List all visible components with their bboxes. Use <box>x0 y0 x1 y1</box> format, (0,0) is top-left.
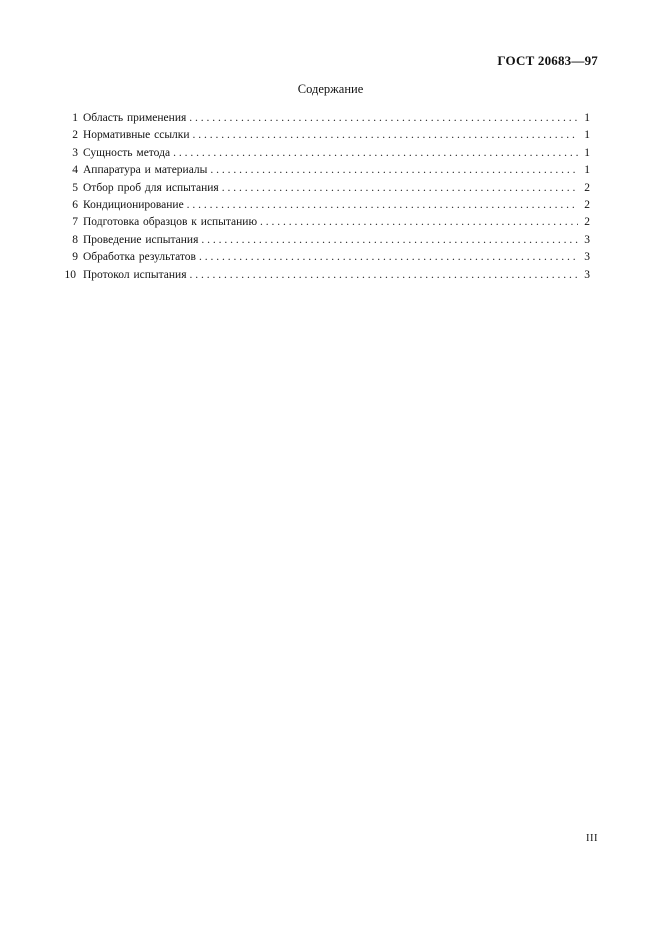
dot-leader <box>222 180 578 197</box>
dot-leader <box>199 249 578 266</box>
toc-entry <box>62 127 590 144</box>
toc-entry-page: 1 <box>584 146 590 159</box>
toc-entry-number: 1 <box>72 112 78 124</box>
toc-entry-number: 6 <box>72 198 78 211</box>
dot-leader <box>201 232 578 249</box>
toc-entry <box>62 214 590 231</box>
toc-entry-title: Кондиционирование <box>83 198 184 211</box>
toc-entry-title: Проведение испытания <box>83 233 199 246</box>
toc-entry-number: 7 <box>72 216 78 229</box>
toc-entry-title: Область применения <box>83 112 187 124</box>
toc-entry-page: 1 <box>584 164 590 177</box>
dot-leader <box>193 127 578 144</box>
dot-leader <box>187 197 578 214</box>
toc-entry-number: 10 <box>64 268 76 281</box>
dot-leader <box>210 162 578 179</box>
toc-entry-number: 2 <box>72 129 78 142</box>
toc-entry <box>62 249 590 266</box>
page-number: III <box>586 833 598 844</box>
toc-entry-number: 5 <box>72 181 78 194</box>
toc-entry <box>62 267 590 284</box>
dot-leader <box>173 145 578 162</box>
toc-entry-page: 1 <box>584 129 590 142</box>
toc-entry-page: 3 <box>584 268 590 281</box>
toc-entry-number: 4 <box>72 164 78 177</box>
toc-entry <box>62 197 590 214</box>
toc-entry-page: 2 <box>584 216 590 229</box>
toc-entry-title: Аппаратура и материалы <box>83 164 208 177</box>
toc-entry-title: Подготовка образцов к испытанию <box>83 216 258 229</box>
toc-entry <box>62 232 590 249</box>
toc-entry <box>62 162 590 179</box>
toc-list <box>62 110 590 284</box>
toc-entry-page: 2 <box>584 198 590 211</box>
toc-entry-page: 1 <box>584 112 590 124</box>
toc-entry <box>62 110 590 127</box>
toc-entry-title: Протокол испытания <box>83 268 187 281</box>
dot-leader <box>260 214 578 231</box>
toc-entry-number: 8 <box>72 233 78 246</box>
toc-title: Содержание <box>297 82 364 96</box>
dot-leader <box>189 110 578 127</box>
dot-leader <box>190 267 578 284</box>
toc-entry-title: Отбор проб для испытания <box>83 181 219 194</box>
toc-entry-number: 9 <box>72 251 78 264</box>
toc-entry-title: Обработка результатов <box>83 251 196 264</box>
toc-entry <box>62 180 590 197</box>
toc-entry-page: 3 <box>584 251 590 264</box>
toc-entry-title: Сущность метода <box>83 146 171 159</box>
toc-entry-title: Нормативные ссылки <box>83 129 190 142</box>
toc-entry-page: 2 <box>584 181 590 194</box>
toc-entry <box>62 145 590 162</box>
toc-entry-page: 3 <box>584 233 590 246</box>
toc-entry-number: 3 <box>72 146 78 159</box>
document-code: ГОСТ 20683—97 <box>497 53 598 68</box>
